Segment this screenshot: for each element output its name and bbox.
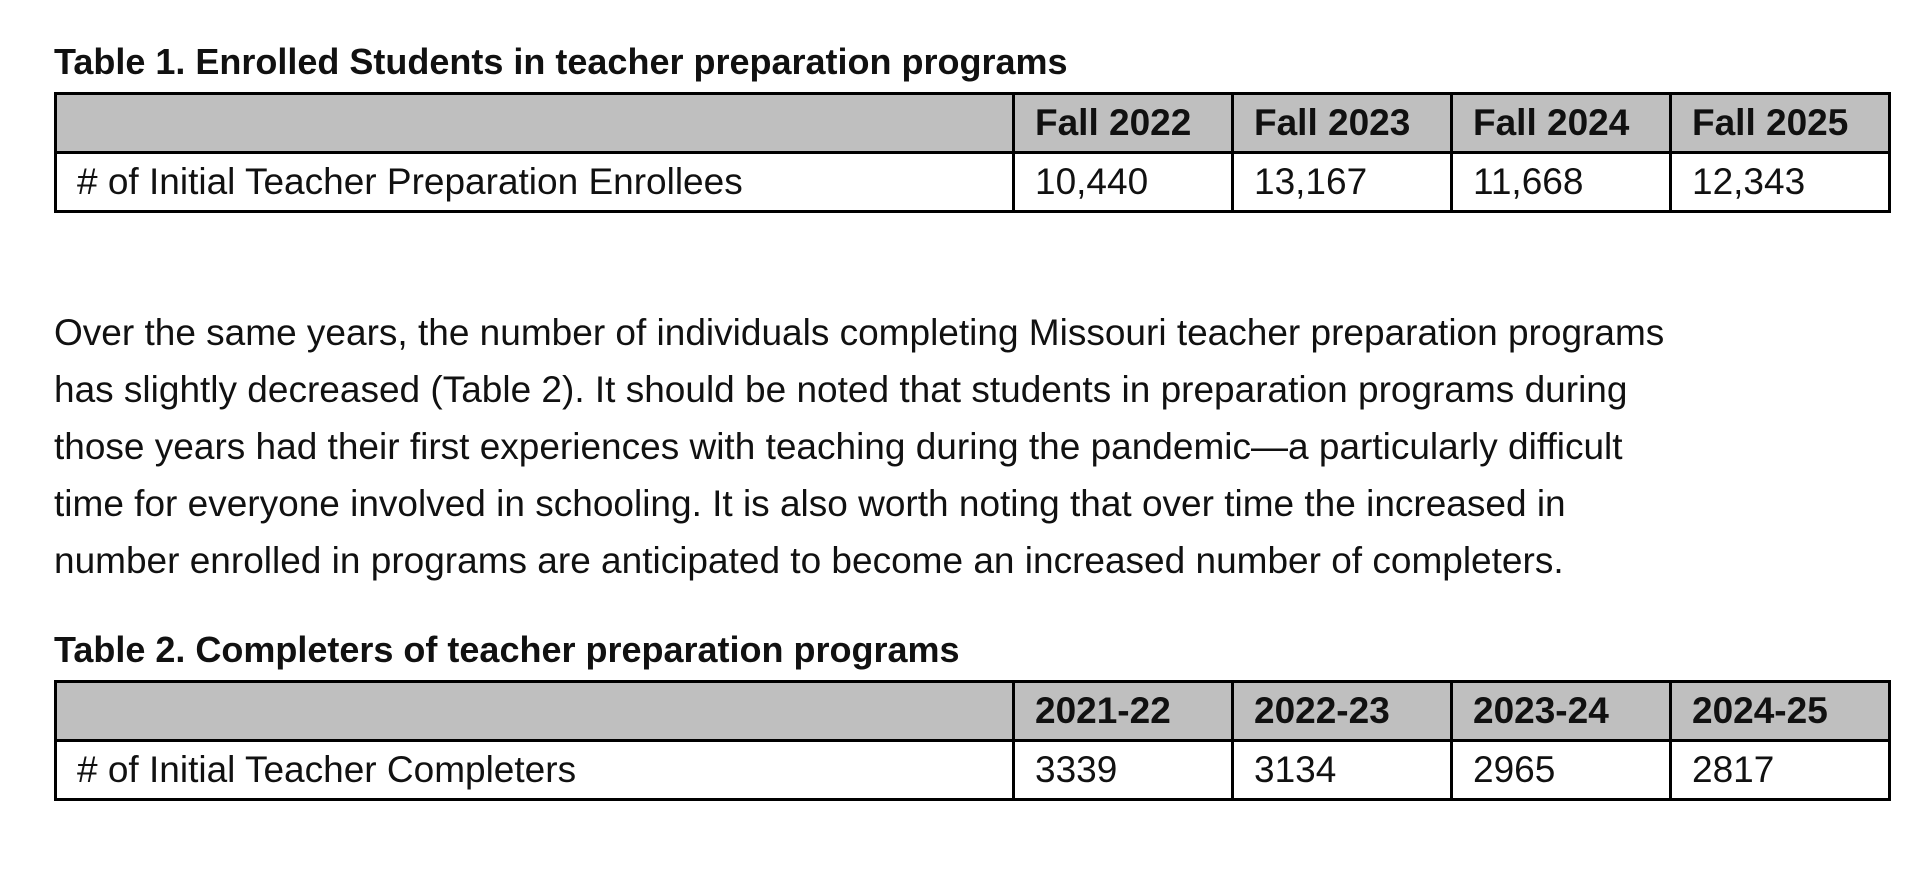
table-cell: 2817 xyxy=(1671,741,1890,800)
table-cell: 12,343 xyxy=(1671,153,1890,212)
completers-table xyxy=(54,680,1891,801)
paragraph-line: those years had their first experiences with teaching during the pandemic—a particularly difficult xyxy=(54,426,1623,467)
paragraph-line: has slightly decreased (Table 2). It should be noted that students in preparation programs during xyxy=(54,369,1628,410)
header-cell-fall-2022: Fall 2022 xyxy=(1014,94,1233,153)
table-cell: 3339 xyxy=(1014,741,1233,800)
header-cell-empty xyxy=(56,94,1014,153)
table-cell: 10,440 xyxy=(1014,153,1233,212)
header-cell-2022-23: 2022-23 xyxy=(1233,682,1452,741)
table-cell: 11,668 xyxy=(1452,153,1671,212)
table-cell: 13,167 xyxy=(1233,153,1452,212)
paragraph-line: Over the same years, the number of individuals completing Missouri teacher preparation programs xyxy=(54,312,1665,353)
table-cell: 3134 xyxy=(1233,741,1452,800)
header-cell-2021-22: 2021-22 xyxy=(1014,682,1233,741)
table1-caption: Table 1. Enrolled Students in teacher preparation programs xyxy=(54,41,1068,82)
header-cell-fall-2025: Fall 2025 xyxy=(1671,94,1890,153)
header-cell-fall-2023: Fall 2023 xyxy=(1233,94,1452,153)
table-header-row xyxy=(56,94,1890,153)
body-paragraph xyxy=(54,304,1890,589)
header-cell-fall-2024: Fall 2024 xyxy=(1452,94,1671,153)
table-cell: 2965 xyxy=(1452,741,1671,800)
table-row xyxy=(56,741,1890,800)
table2-caption: Table 2. Completers of teacher preparation programs xyxy=(54,629,960,670)
header-cell-2024-25: 2024-25 xyxy=(1671,682,1890,741)
table-row xyxy=(56,153,1890,212)
header-cell-empty xyxy=(56,682,1014,741)
table-header-row xyxy=(56,682,1890,741)
row-label: # of Initial Teacher Preparation Enrollees xyxy=(56,153,1014,212)
header-cell-2023-24: 2023-24 xyxy=(1452,682,1671,741)
row-label: # of Initial Teacher Completers xyxy=(56,741,1014,800)
paragraph-line: number enrolled in programs are anticipated to become an increased number of completers. xyxy=(54,540,1564,581)
enrollment-table xyxy=(54,92,1891,213)
paragraph-line: time for everyone involved in schooling. It is also worth noting that over time the increased in xyxy=(54,483,1566,524)
